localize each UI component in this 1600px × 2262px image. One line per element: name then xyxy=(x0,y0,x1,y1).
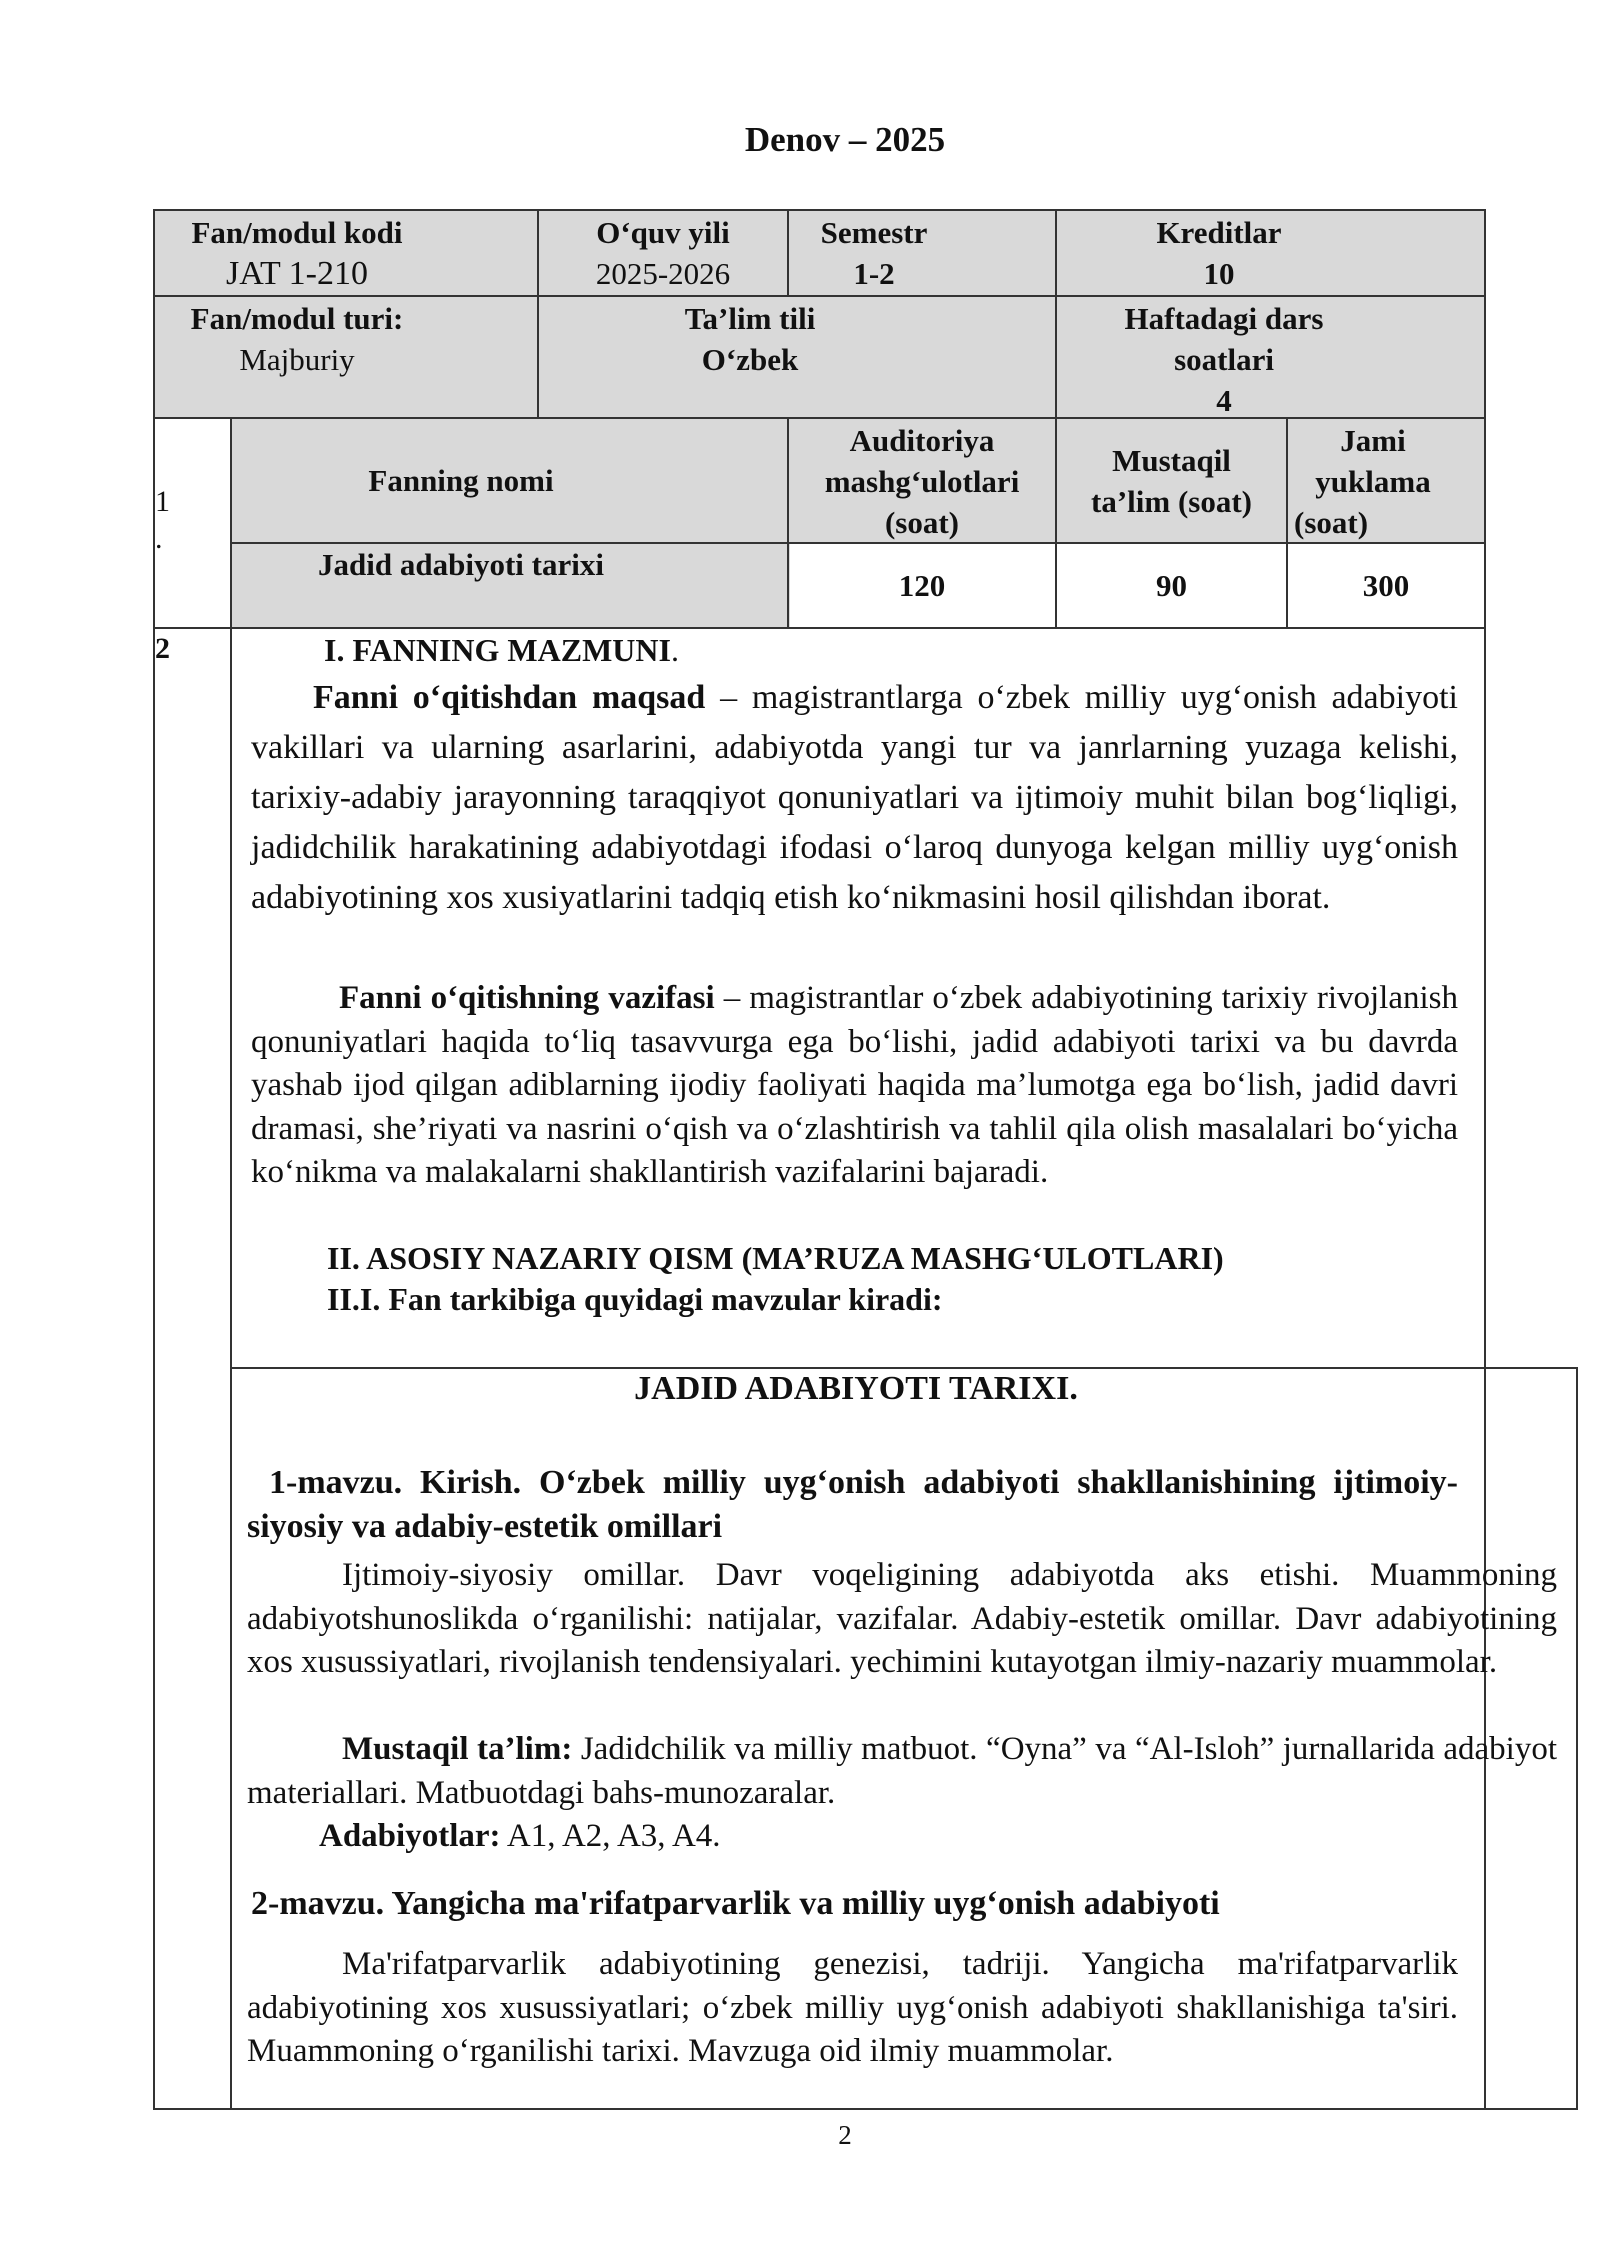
subject-name-header: Fanning nomi xyxy=(368,463,554,498)
task-paragraph xyxy=(251,977,1458,1195)
goal-text: – magistrantlarga o‘zbek milliy uyg‘onish adabiyoti vakillari va ularning asarlarini, adabiyotda yangi tur va janrlarning yuzaga kelishi, tarixiy-adabiy jarayonning taraqqiyot qonuniyatlari va ijtimoiy muhit bilan bog‘liqligi, jadidchilik harakatining adabiyotdagi ifodasi o‘laroq dunyoga kelgan milliy uyg‘onish adabiyotining xos xusiyatlarini tadqiq etish ko‘nikmasini hosil qilishdan iborat. xyxy=(251,679,1458,916)
topic-1-self-study xyxy=(247,1728,1557,1815)
table-border xyxy=(153,209,1486,211)
auditorium-header-line: (soat) xyxy=(884,505,960,540)
module-code-label: Fan/modul kodi xyxy=(191,215,403,250)
row-number-dot: . xyxy=(155,522,163,555)
course-title: JADID ADABIYOTI TARIXI. xyxy=(634,1370,1078,1407)
module-type-value: Majburiy xyxy=(239,342,355,377)
self-study-header-line: Mustaqil xyxy=(1112,443,1231,478)
weekly-hours-label: soatlari xyxy=(1174,342,1274,377)
section-2-subtitle: II.I. Fan tarkibiga quyidagi mavzular kiradi: xyxy=(327,1281,943,1317)
row-number: 1 xyxy=(155,485,170,518)
task-text: – magistrantlar o‘zbek adabiyotining tarixiy rivojlanish qonuniyatlari haqida to‘liq tasavvurga ega bo‘lishi, jadid adabiyoti tarixi va bu davrda yashab ijod qilgan adiblarning ijodiy faoliyati haqida ma’lumotga ega bo‘lish, jadid davri dramasi, she’riyati va nasrini o‘qish va o‘zlashtirish va tahlil qila olish masalalari bo‘yicha ko‘nikma va malakalarni shakllantirish vazifalarini bajaradi. xyxy=(251,980,1458,1190)
language-value: O‘zbek xyxy=(701,342,799,377)
table-border xyxy=(153,2108,1578,2110)
total-load-header xyxy=(1288,420,1458,543)
total-load-header-line: yuklama xyxy=(1315,464,1431,499)
section-1-title-dot: . xyxy=(670,632,679,668)
semester-value: 1-2 xyxy=(853,256,895,291)
module-type-cell xyxy=(155,298,439,380)
literature-text: A1, A2, A3, A4. xyxy=(500,1818,721,1854)
section-1-title-text: I. FANNING MAZMUNI xyxy=(324,632,671,668)
table-border xyxy=(153,295,1486,297)
goal-paragraph xyxy=(251,673,1458,923)
topic-1-text: Ijtimoiy-siyosiy omillar. Davr voqeligining adabiyotda aks etishi. Muammoning adabiyotshunoslikda o‘rganilishi: natijalar, vazifalar. Adabiy-estetik omillar. Davr adabiyotining xos xusussiyatlari, rivojlanish tendensiyalari. yechimini kutayotgan ilmiy-nazariy muammolar. xyxy=(247,1557,1557,1680)
literature-label: Adabiyotlar: xyxy=(319,1818,501,1854)
module-code-cell xyxy=(155,212,439,294)
language-label: Ta’lim tili xyxy=(684,301,816,336)
total-load-header-line: Jami xyxy=(1340,423,1406,458)
topic-2-text: Ma'rifatparvarlik adabiyotining genezisi, tadriji. Yangicha ma'rifatparvarlik adabiyotining xos xusussiyatlari; o‘zbek milliy uyg‘onish adabiyoti shakllanishiga ta'siri. Muammoning o‘rganilishi tarixi. Mavzuga oid ilmiy muammolar. xyxy=(247,1946,1458,2069)
topic-1-title: 1-mavzu. Kirish. O‘zbek milliy uyg‘onish adabiyoti shakllanishining ijtimoiy-siyosiy va adabiy-estetik omillari xyxy=(247,1464,1458,1545)
goal-label: Fanni o‘qitishdan maqsad xyxy=(313,679,706,716)
table-border xyxy=(230,417,232,2110)
row-number: 2 xyxy=(155,632,170,665)
auditorium-header-line: Auditoriya xyxy=(849,423,995,458)
academic-year-label: O‘quv yili xyxy=(596,215,730,250)
topic-2-title: 2-mavzu. Yangicha ma'rifatparvarlik va milliy uyg‘onish adabiyoti xyxy=(251,1885,1220,1922)
total-load-value: 300 xyxy=(1362,568,1410,603)
self-study-text: Jadidchilik va milliy matbuot. “Oyna” va “Al-Isloh” jurnallarida adabiyot materiallari. Matbuotdagi bahs-munozaralar. xyxy=(247,1731,1557,1811)
weekly-hours-value: 4 xyxy=(1216,383,1232,418)
language-cell xyxy=(539,298,961,380)
academic-year-cell xyxy=(539,212,787,294)
table-border xyxy=(1484,209,1486,2110)
weekly-hours-label: Haftadagi dars xyxy=(1124,301,1324,336)
self-study-hours-value: 90 xyxy=(1156,568,1187,603)
document-header-title: Denov – 2025 xyxy=(744,120,946,159)
topic-1-literature xyxy=(319,1815,721,1859)
auditorium-header-line: mashg‘ulotlari xyxy=(824,464,1020,499)
table-border xyxy=(1576,1367,1578,2110)
credits-cell xyxy=(1057,212,1381,294)
auditorium-hours-header xyxy=(789,420,1055,543)
self-study-header-line: ta’lim (soat) xyxy=(1091,484,1252,519)
self-study-label: Mustaqil ta’lim: xyxy=(342,1731,573,1767)
weekly-hours-cell xyxy=(1057,298,1391,421)
page-number: 2 xyxy=(838,2120,852,2150)
task-label: Fanni o‘qitishning vazifasi xyxy=(339,980,715,1016)
module-code-value: JAT 1-210 xyxy=(226,255,368,292)
credits-value: 10 xyxy=(1203,256,1235,291)
section-1-title xyxy=(324,632,679,669)
semester-cell xyxy=(789,212,959,294)
academic-year-value: 2025-2026 xyxy=(595,256,731,291)
module-type-label: Fan/modul turi: xyxy=(190,301,404,336)
auditorium-hours-value: 120 xyxy=(898,568,946,603)
table-border xyxy=(231,1367,1578,1369)
subject-name-value: Jadid adabiyoti tarixi xyxy=(318,547,604,582)
total-load-header-line: (soat) xyxy=(1294,505,1369,540)
credits-label: Kreditlar xyxy=(1156,215,1282,250)
section-2-title: II. ASOSIY NAZARIY QISM (MA’RUZA MASHG‘ULOTLARI) xyxy=(327,1240,1224,1276)
self-study-header xyxy=(1057,440,1286,522)
semester-label: Semestr xyxy=(820,215,928,250)
